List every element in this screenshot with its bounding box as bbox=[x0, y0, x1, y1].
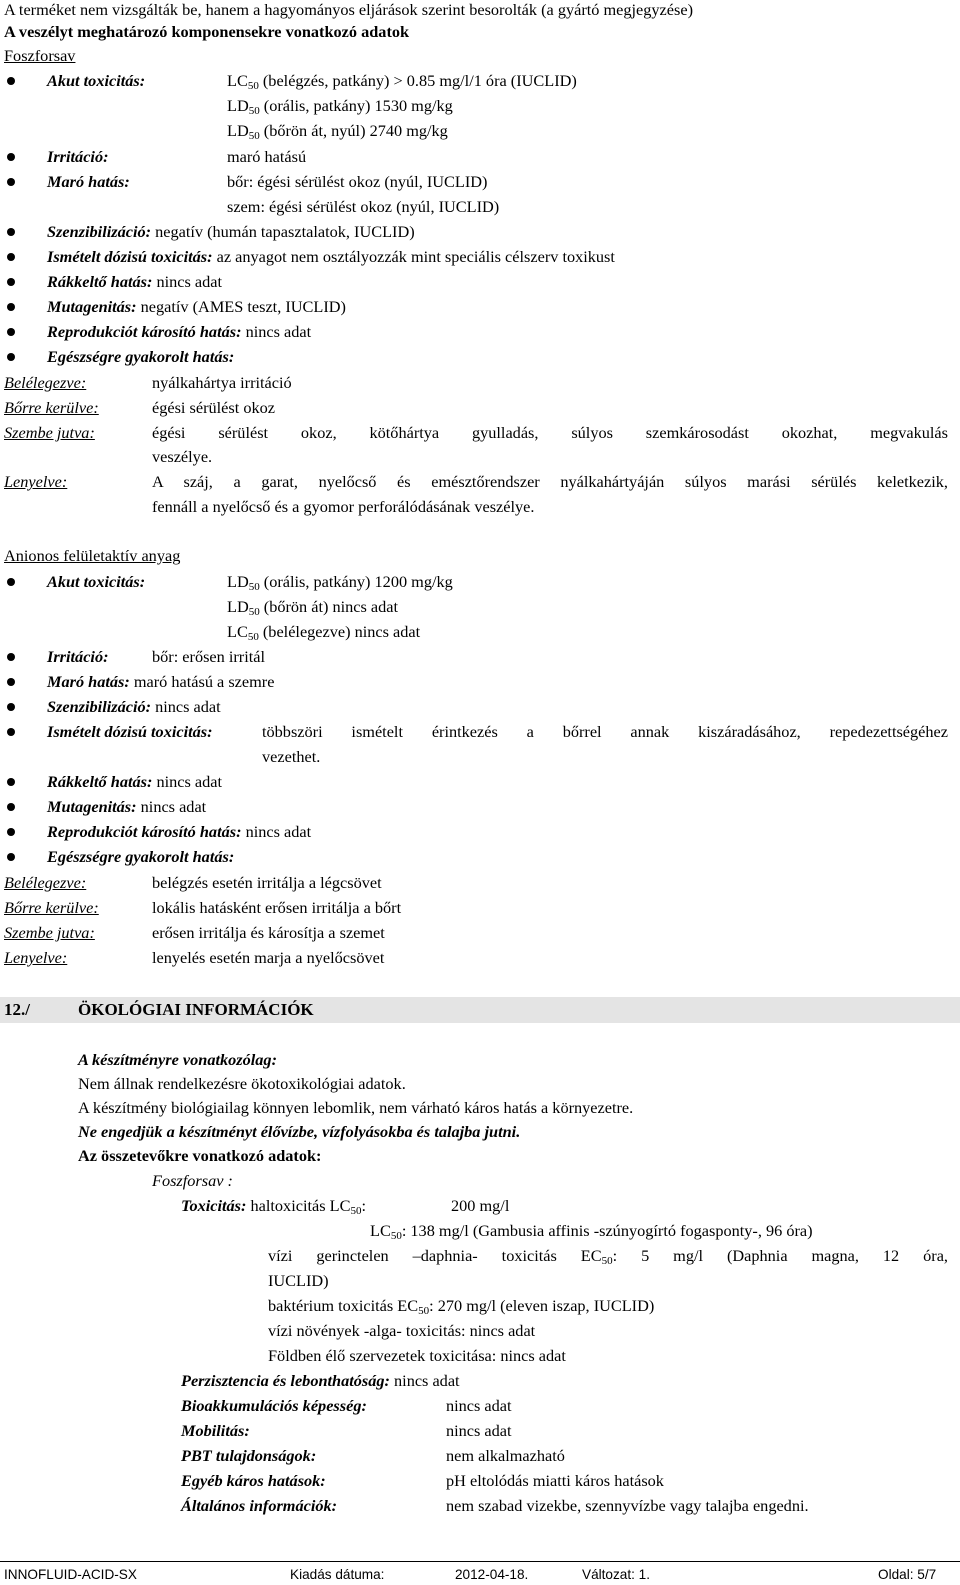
bullet-icon bbox=[7, 803, 15, 811]
footer-kiadas-value: 2012-04-18. bbox=[455, 1567, 529, 1582]
toxicitas-line: Toxicitás: haltoxicitás $LC_{50}$: bbox=[181, 1196, 366, 1217]
bioakk-value: nincs adat bbox=[446, 1396, 512, 1415]
foszforsav-maro-label: Maró hatás: bbox=[47, 172, 130, 191]
haltoxicitas-value: 200 mg/l bbox=[451, 1196, 510, 1215]
foszforsav-repro: Reprodukciót károsító hatás: nincs adat bbox=[47, 322, 312, 341]
bullet-icon bbox=[7, 278, 15, 286]
anionos-ismetelt-value-cont: vezethet. bbox=[262, 747, 321, 766]
egyeb-label: Egyéb káros hatások: bbox=[181, 1471, 326, 1490]
foszforsav-szenz: Szenzibilizáció: negatív (humán tapasztalatok, IUCLID) bbox=[47, 222, 415, 241]
foszforsav-maro-value-skin: bőr: égési sérülést okoz (nyúl, IUCLID) bbox=[227, 172, 488, 191]
pbt-value: nem alkalmazható bbox=[446, 1446, 565, 1465]
foszforsav-egeszseg-label: Egészségre gyakorolt hatás: bbox=[47, 347, 235, 366]
foszforsav-szembe-label: Szembe jutva: bbox=[4, 423, 95, 442]
foszforsav-irritacio-label: Irritáció: bbox=[47, 147, 109, 166]
foldben-elo-toxicitas: Földben élő szervezetek toxicitása: nincs adat bbox=[268, 1346, 566, 1365]
bullet-icon bbox=[7, 253, 15, 261]
anionos-akut-ld-oral: $LD_{50}$ (orális, patkány) 1200 mg/kg bbox=[227, 572, 453, 593]
lc50-gambusia: $LC_{50}$: 138 mg/l (Gambusia affinis -szúnyogírtó fogasponty-, 96 óra) bbox=[370, 1221, 813, 1242]
bullet-icon bbox=[7, 353, 15, 361]
anionos-borre-label: Bőrre kerülve: bbox=[4, 898, 99, 917]
anionos-mutagen: Mutagenitás: nincs adat bbox=[47, 797, 207, 816]
anionos-repro: Reprodukciót károsító hatás: nincs adat bbox=[47, 822, 312, 841]
anionos-akut-label: Akut toxicitás: bbox=[47, 572, 146, 591]
foszforsav-szembe-value: égési sérülést okoz, kötőhártya gyulladás, súlyos szemkárosodást okozhat, megvakulás bbox=[152, 423, 948, 442]
foszforsav-lenyelve-label: Lenyelve: bbox=[4, 472, 68, 491]
anionos-belelegezve-label: Belélegezve: bbox=[4, 873, 87, 892]
foszforsav-akut-lc: $LC_{50}$ (belégzés, patkány) > 0.85 mg/l/1 óra (IUCLID) bbox=[227, 71, 577, 92]
intro-components-heading: A veszélyt meghatározó komponensekre vonatkozó adatok bbox=[4, 22, 410, 41]
anionos-rakkelto: Rákkeltő hatás: nincs adat bbox=[47, 772, 223, 791]
foszforsav-belelegezve-label: Belélegezve: bbox=[4, 373, 87, 392]
eco-foszforsav-label: Foszforsav : bbox=[152, 1171, 233, 1190]
anionos-heading: Anionos felületaktív anyag bbox=[4, 546, 181, 565]
egyeb-value: pH eltolódás miatti káros hatások bbox=[446, 1471, 664, 1490]
bullet-icon bbox=[7, 778, 15, 786]
anionos-borre-value: lokális hatásként erősen irritálja a bőrt bbox=[152, 898, 402, 917]
bullet-icon bbox=[7, 303, 15, 311]
anionos-akut-ld-dermal: $LD_{50}$ (bőrön át) nincs adat bbox=[227, 597, 399, 618]
bullet-icon bbox=[7, 228, 15, 236]
bioakk-label: Bioakkumulációs képesség: bbox=[181, 1396, 367, 1415]
foszforsav-borre-value: égési sérülést okoz bbox=[152, 398, 275, 417]
foszforsav-heading: Foszforsav bbox=[4, 46, 76, 65]
bullet-icon bbox=[7, 653, 15, 661]
mobilitas-label: Mobilitás: bbox=[181, 1421, 250, 1440]
bullet-icon bbox=[7, 853, 15, 861]
footer-product: INNOFLUID-ACID-SX bbox=[4, 1567, 137, 1582]
altalanos-label: Általános információk: bbox=[181, 1496, 338, 1515]
section-12-title: ÖKOLÓGIAI INFORMÁCIÓK bbox=[78, 1000, 314, 1019]
bullet-icon bbox=[7, 578, 15, 586]
bullet-icon bbox=[7, 703, 15, 711]
foszforsav-belelegezve-value: nyálkahártya irritáció bbox=[152, 373, 292, 392]
foszforsav-lenyelve-value: A száj, a garat, nyelőcső és emésztőrendszer nyálkahártyáján súlyos marási sérülés keletkezik, bbox=[152, 472, 948, 491]
bullet-icon bbox=[7, 678, 15, 686]
bakterium-toxicitas: baktérium toxicitás $EC_{50}$: 270 mg/l (eleven iszap, IUCLID) bbox=[268, 1296, 655, 1317]
anionos-ismetelt-label: Ismételt dózisú toxicitás: bbox=[47, 722, 213, 741]
foszforsav-akut-ld-dermal: $LD_{50}$ (bőrön át, nyúl) 2740 mg/kg bbox=[227, 121, 448, 142]
foszforsav-ismetelt: Ismételt dózisú toxicitás: az anyagot nem osztályozzák mint speciális célszerv toxikust bbox=[47, 247, 615, 266]
anionos-irritacio-value: bőr: erősen irritál bbox=[152, 647, 266, 666]
mobilitas-value: nincs adat bbox=[446, 1421, 512, 1440]
anionos-szembe-label: Szembe jutva: bbox=[4, 923, 95, 942]
foszforsav-akut-ld-oral: $LD_{50}$ (orális, patkány) 1530 mg/kg bbox=[227, 96, 453, 117]
foszforsav-szembe-value-cont: veszélye. bbox=[152, 447, 213, 466]
anionos-lenyelve-label: Lenyelve: bbox=[4, 948, 68, 967]
pbt-label: PBT tulajdonságok: bbox=[181, 1446, 317, 1465]
keszitmeny-line-1: Nem állnak rendelkezésre ökotoxikológiai adatok. bbox=[78, 1074, 406, 1093]
bullet-icon bbox=[7, 328, 15, 336]
foszforsav-borre-label: Bőrre kerülve: bbox=[4, 398, 99, 417]
footer-oldal: Oldal: 5/7 bbox=[878, 1567, 937, 1582]
foszforsav-akut-label: Akut toxicitás: bbox=[47, 71, 146, 90]
keszitmeny-line-3: Ne engedjük a készítményt élővízbe, vízfolyásokba és talajba jutni. bbox=[78, 1122, 521, 1141]
foszforsav-irritacio-value: maró hatású bbox=[227, 147, 307, 166]
osszetevo-heading: Az összetevőkre vonatkozó adatok: bbox=[78, 1146, 322, 1165]
bullet-icon bbox=[7, 77, 15, 85]
anionos-ismetelt-value: többszöri ismételt érintkezés a bőrrel annak kiszáradásához, repedezettségéhez bbox=[262, 722, 948, 741]
bullet-icon bbox=[7, 828, 15, 836]
anionos-egeszseg-label: Egészségre gyakorolt hatás: bbox=[47, 847, 235, 866]
anionos-irritacio-label: Irritáció: bbox=[47, 647, 109, 666]
anionos-szembe-value: erősen irritálja és károsítja a szemet bbox=[152, 923, 385, 942]
intro-note: A terméket nem vizsgálták be, hanem a hagyományos eljárások szerint besorolták (a gyártó megjegyzése) bbox=[4, 0, 693, 19]
footer-kiadas-label: Kiadás dátuma: bbox=[290, 1567, 385, 1582]
bullet-icon bbox=[7, 153, 15, 161]
anionos-akut-lc: $LC_{50}$ (belélegezve) nincs adat bbox=[227, 622, 421, 643]
footer-divider bbox=[0, 1561, 960, 1562]
anionos-lenyelve-value: lenyelés esetén marja a nyelőcsövet bbox=[152, 948, 385, 967]
bullet-icon bbox=[7, 728, 15, 736]
perzisztencia: Perzisztencia és lebonthatóság: nincs adat bbox=[181, 1371, 460, 1390]
footer-valtozat: Változat: 1. bbox=[582, 1567, 651, 1582]
anionos-belelegezve-value: belégzés esetén irritálja a légcsövet bbox=[152, 873, 382, 892]
foszforsav-mutagen: Mutagenitás: negatív (AMES teszt, IUCLID) bbox=[47, 297, 346, 316]
anionos-maro: Maró hatás: maró hatású a szemre bbox=[47, 672, 275, 691]
section-12-number: 12./ bbox=[4, 1000, 30, 1019]
daphnia-toxicitas-cont: IUCLID) bbox=[268, 1271, 329, 1290]
keszitmeny-heading: A készítményre vonatkozólag: bbox=[78, 1050, 277, 1069]
foszforsav-lenyelve-value-cont: fennáll a nyelőcső és a gyomor perforálódásának veszélye. bbox=[152, 497, 535, 516]
foszforsav-rakkelto: Rákkeltő hatás: nincs adat bbox=[47, 272, 223, 291]
keszitmeny-line-2: A készítmény biológiailag könnyen lebomlik, nem várható káros hatás a környezetre. bbox=[78, 1098, 634, 1117]
altalanos-value: nem szabad vizekbe, szennyvízbe vagy talajba engedni. bbox=[446, 1496, 809, 1515]
anionos-szenz: Szenzibilizáció: nincs adat bbox=[47, 697, 221, 716]
daphnia-toxicitas: vízi gerinctelen –daphnia- toxicitás $EC_{50}$: 5 mg/l (Daphnia magna, 12 óra, bbox=[268, 1246, 949, 1267]
foszforsav-maro-value-eye: szem: égési sérülést okoz (nyúl, IUCLID) bbox=[227, 197, 500, 216]
alga-toxicitas: vízi növények -alga- toxicitás: nincs adat bbox=[268, 1321, 536, 1340]
bullet-icon bbox=[7, 178, 15, 186]
